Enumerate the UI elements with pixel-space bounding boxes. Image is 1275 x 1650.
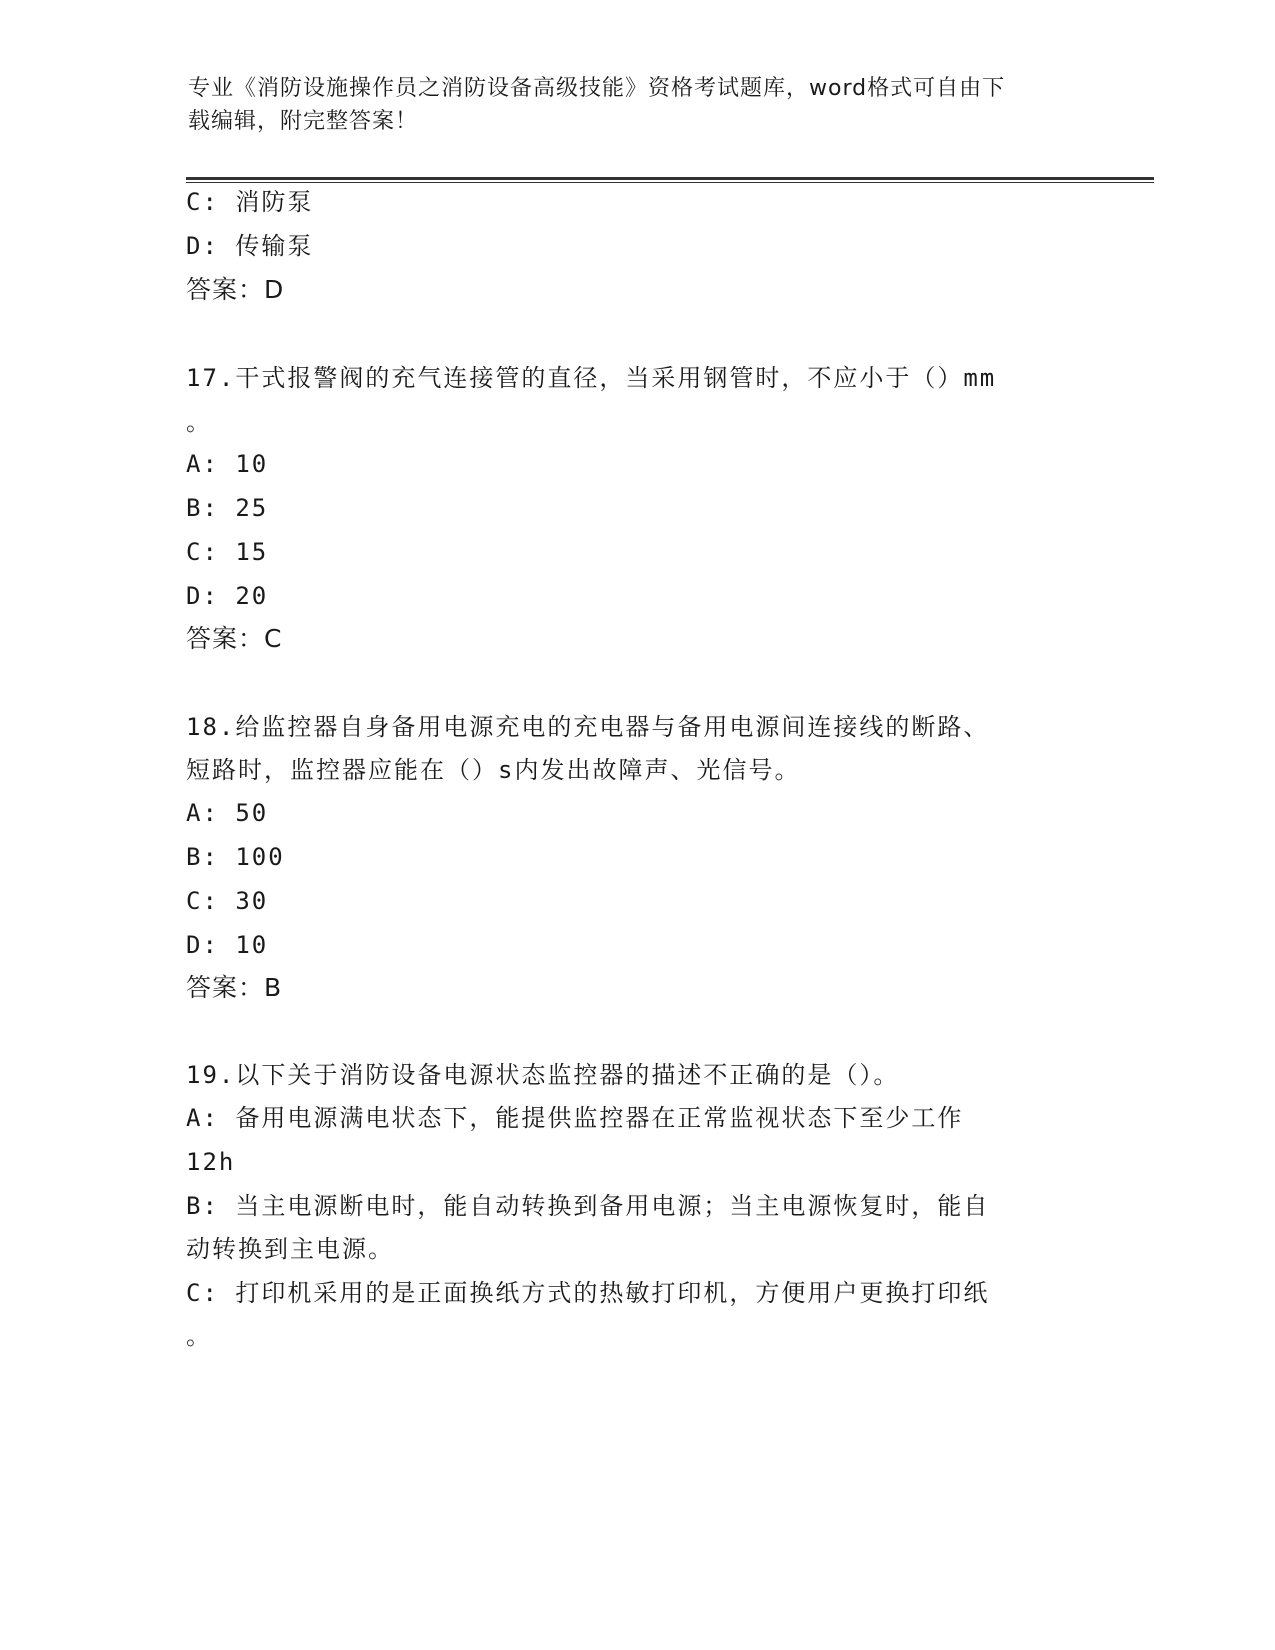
header-divider-thin [186,182,1154,183]
q19-option-a-line-1: A: 备用电源满电状态下，能提供监控器在正常监视状态下至少工作 [186,1104,964,1132]
q18-option-b: B: 100 [186,843,285,871]
q17-answer: 答案：C [186,624,283,653]
q18-option-c: C: 30 [186,887,269,915]
q17-option-d: D: 20 [186,582,269,610]
document-header [188,72,1068,138]
q17-option-c: C: 15 [186,538,269,566]
q19-option-b-line-1: B: 当主电源断电时，能自动转换到备用电源；当主电源恢复时，能自 [186,1192,990,1220]
q17-stem-line-1: 17.干式报警阀的充气连接管的直径，当采用钢管时，不应小于（）mm [186,364,997,392]
q17-option-b: B: 25 [186,494,269,522]
q16-option-c: C: 消防泵 [186,188,314,216]
q18-answer: 答案：B [186,973,283,1002]
header-line-2: 载编辑，附完整答案！ [188,109,419,134]
q18-option-d: D: 10 [186,931,269,959]
q17-stem-line-2: 。 [186,408,212,436]
header-divider-thick [186,177,1154,180]
q19-option-c-line-1: C: 打印机采用的是正面换纸方式的热敏打印机，方便用户更换打印纸 [186,1279,990,1307]
q18-stem-line-2: 短路时，监控器应能在（）s内发出故障声、光信号。 [186,756,801,784]
q19-option-b-line-2: 动转换到主电源。 [186,1235,394,1263]
q19-option-a-line-2: 12h [186,1148,236,1176]
q18-stem-line-1: 18.给监控器自身备用电源充电的充电器与备用电源间连接线的断路、 [186,713,990,741]
q18-option-a: A: 50 [186,799,269,827]
header-line-1: 专业《消防设施操作员之消防设备高级技能》资格考试题库，word格式可自由下 [188,76,1006,101]
q17-option-a: A: 10 [186,450,269,478]
q19-stem: 19.以下关于消防设备电源状态监控器的描述不正确的是（）。 [186,1061,900,1089]
q16-answer: 答案：D [186,275,285,304]
q16-option-d: D: 传输泵 [186,232,314,260]
q19-option-c-line-2: 。 [186,1322,212,1350]
